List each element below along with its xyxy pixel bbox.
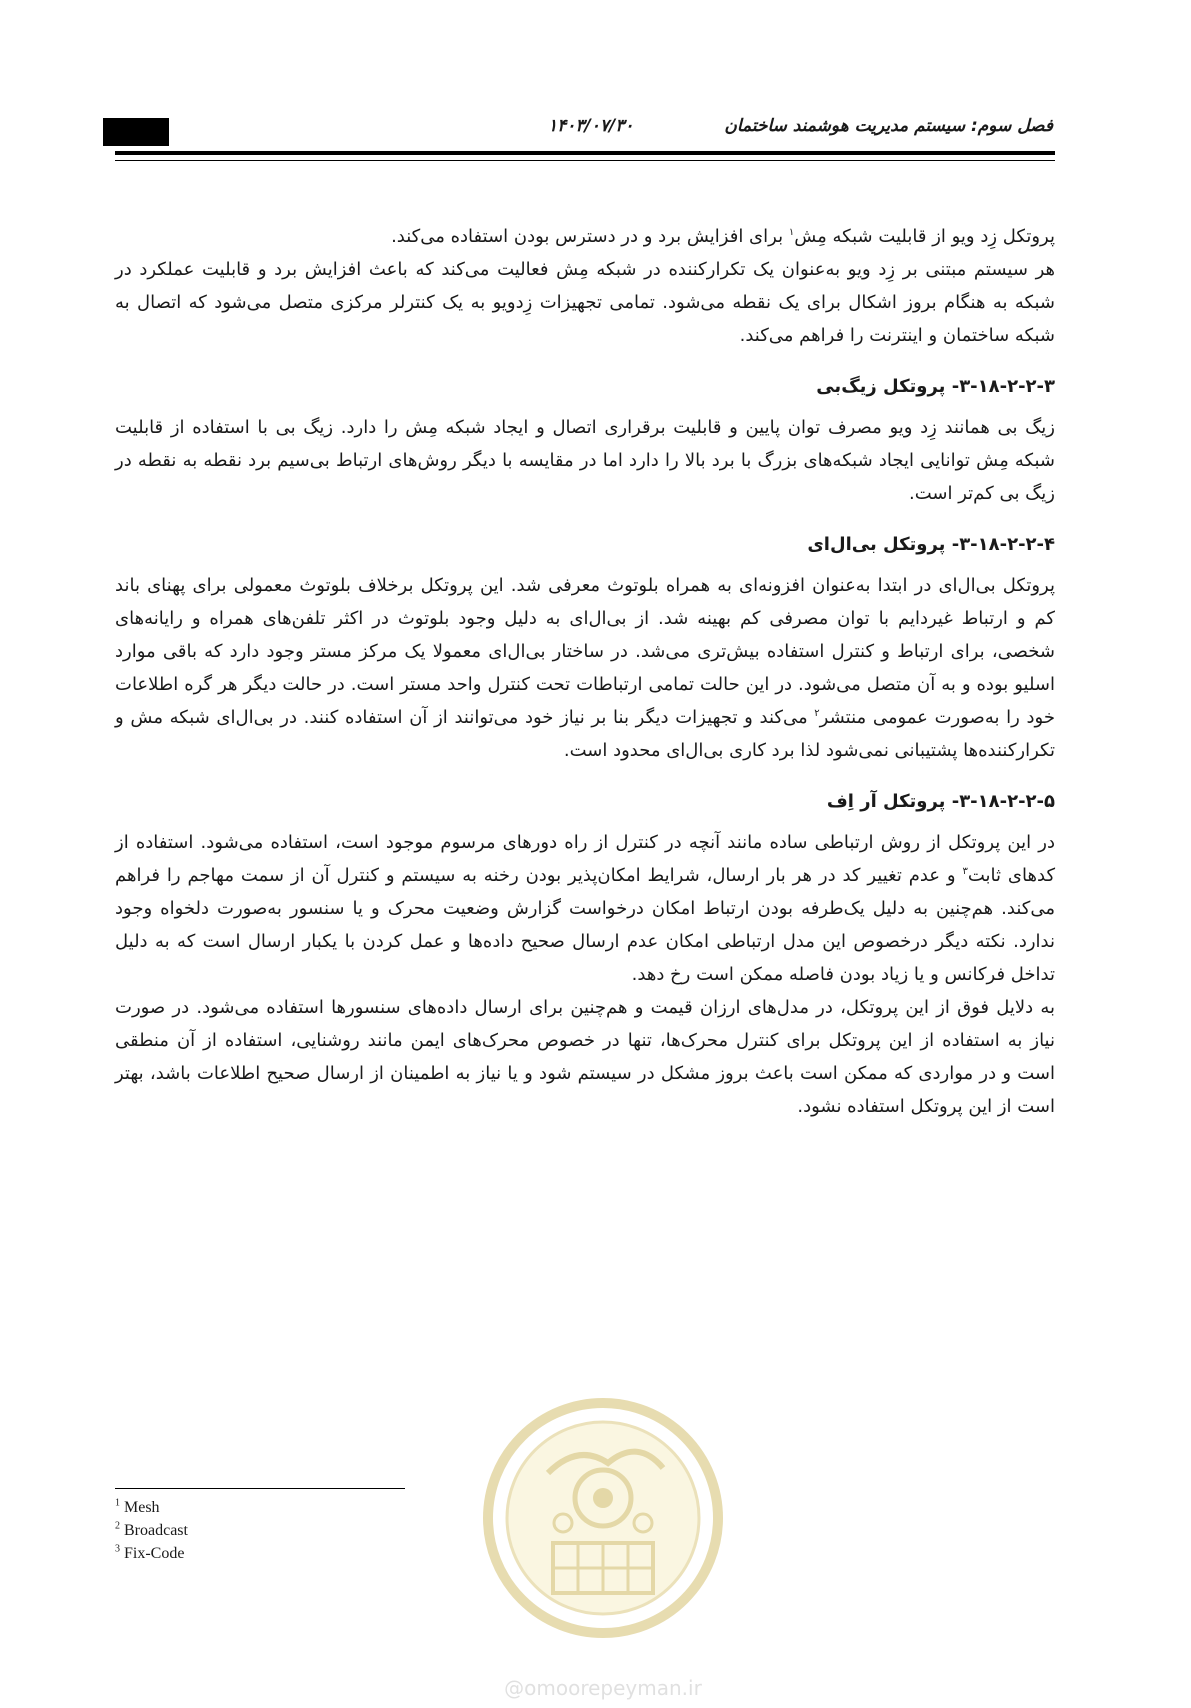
- footnote-item: [115, 1542, 188, 1565]
- heading-rf: ۳-۱۸-۲-۲-۵- پروتکل آر اِف: [826, 791, 1055, 812]
- text-span: پروتکل زِد ویو از قابلیت شبکه مِش: [794, 226, 1055, 247]
- heading-zigbee: ۳-۱۸-۲-۲-۳- پروتکل زیگ‌بی: [816, 376, 1055, 397]
- paragraph-ble: [115, 569, 1055, 767]
- footnotes: [115, 1496, 188, 1565]
- footnote-number: 1: [115, 1497, 120, 1509]
- paragraph-zwave-mesh: [115, 220, 1055, 253]
- header-chapter-title: فصل سوم: سیستم مدیریت هوشمند ساختمان: [724, 116, 1053, 136]
- header-rule-thin: [115, 160, 1055, 161]
- omoorepeyman-seal-icon: [478, 1378, 728, 1678]
- text-span: و عدم تغییر کد در هر بار ارسال، شرایط امکان‌پذیر بودن رخنه به سیستم و کنترل آن از سمت مهاجم را فراهم می‌کند. هم‌چنین به دلیل یک‌طرفه بودن ارتباط امکان درخواست گزارش وضعیت محرک و یا سنسور به‌صورت دلخواه وجود ندارد. نکته دیگر درخصوص این مدل ارتباطی امکان عدم ارسال صحیح داده‌ها و عمل کردن با یکبار ارسال است که به دلیل تداخل فرکانس و یا زیاد بودن فاصله ممکن است رخ دهد.: [115, 865, 1055, 985]
- footnote-ref-2[interactable]: ۲: [814, 708, 820, 719]
- footnote-text: Broadcast: [124, 1522, 188, 1539]
- footnote-ref-1[interactable]: ۱: [788, 227, 795, 238]
- footnote-item: [115, 1519, 188, 1542]
- header-date: ۱۴۰۳/۰۷/۳۰: [548, 116, 634, 136]
- footnote-text: Fix-Code: [124, 1545, 185, 1562]
- page-header: [103, 112, 1053, 152]
- paragraph-rf-usage: به دلایل فوق از این پروتکل، در مدل‌های ارزان قیمت و هم‌چنین برای ارسال داده‌های سنسورها استفاده می‌شود. در صورت نیاز به استفاده از این پروتکل برای کنترل محرک‌ها، تنها در خصوص محرک‌های ایمن مانند روشنایی، استفاده از آن منطقی است و در مواردی که ممکن است باعث بروز مشکل در سیستم شود و یا نیاز به اطمینان از ارسال صحیح اطلاعات باشد، بهتر است از این پروتکل استفاده نشود.: [115, 997, 1055, 1117]
- footnote-ref-3[interactable]: ۳: [962, 866, 968, 877]
- page-number-box: [103, 118, 169, 146]
- footnote-separator: [115, 1488, 405, 1489]
- watermark-url: @omoorepeyman.ir: [504, 1676, 702, 1700]
- heading-ble: ۳-۱۸-۲-۲-۴- پروتکل بی‌ال‌ای: [807, 534, 1055, 555]
- paragraph-rf: [115, 826, 1055, 991]
- footnote-number: 3: [115, 1543, 120, 1555]
- footnote-text: Mesh: [124, 1499, 160, 1516]
- text-span: در این پروتکل از روش ارتباطی ساده مانند آنچه در کنترل از راه دورهای مرسوم موجود است، استفاده می‌شود. استفاده از کدهای ثابت: [115, 832, 1056, 886]
- text-span: برای افزایش برد و در دسترس بودن استفاده می‌کند.: [391, 226, 789, 247]
- watermark: [478, 1378, 728, 1708]
- text-span: می‌کند و تجهیزات دیگر بنا بر نیاز خود می‌توانند از آن استفاده کنند. در بی‌ال‌ای شبکه مش و تکرارکننده‌ها پشتیبانی نمی‌شود لذا برد کاری بی‌ال‌ای محدود است.: [115, 707, 1055, 761]
- page-body: [115, 220, 1055, 1123]
- header-rule-thick: [115, 151, 1055, 155]
- paragraph-zigbee: زیگ بی همانند زِد ویو مصرف توان پایین و قابلیت برقراری اتصال و ایجاد شبکه مِش را دارد. زیگ بی با استفاده از قابلیت شبکه مِش توانایی ایجاد شبکه‌های بزرگ با برد بالا را دارد اما در مقایسه با دیگر روش‌های ارتباط بی‌سیم برد نقطه به نقطه در زیگ بی کم‌تر است.: [115, 417, 1055, 504]
- paragraph-zwave-repeater: هر سیستم مبتنی بر زِد ویو به‌عنوان یک تکرارکننده در شبکه مِش فعالیت می‌کند که باعث افزایش برد و قابلیت عملکرد در شبکه به هنگام بروز اشکال برای یک نقطه می‌شود. تمامی تجهیزات زِدویو به یک کنترلر مرکزی متصل می‌شود که اتصال به شبکه ساختمان و اینترنت را فراهم می‌کند.: [115, 259, 1055, 346]
- footnote-number: 2: [115, 1520, 120, 1532]
- footnote-item: [115, 1496, 188, 1519]
- text-span: پروتکل بی‌ال‌ای در ابتدا به‌عنوان افزونه‌ای به همراه بلوتوث معرفی شد. این پروتکل برخلاف بلوتوث معمولی برای پهنای باند کم و ارتباط غیردایم با توان مصرفی کم بهینه شد. از بی‌ال‌ای به دلیل وجود بلوتوث در اکثر تلفن‌های همراه و رایانه‌های شخصی، برای ارتباط و کنترل استفاده بیش‌تری می‌شد. در ساختار بی‌ال‌ای معمولا یک مرکز مستر وجود دارد که باقی موارد اسلیو بوده و به آن متصل می‌شود. در این حالت تمامی ارتباطات تحت کنترل واحد مستر است. در حالت دیگر هر گره اطلاعات خود را به‌صورت عمومی منتشر: [115, 575, 1055, 728]
